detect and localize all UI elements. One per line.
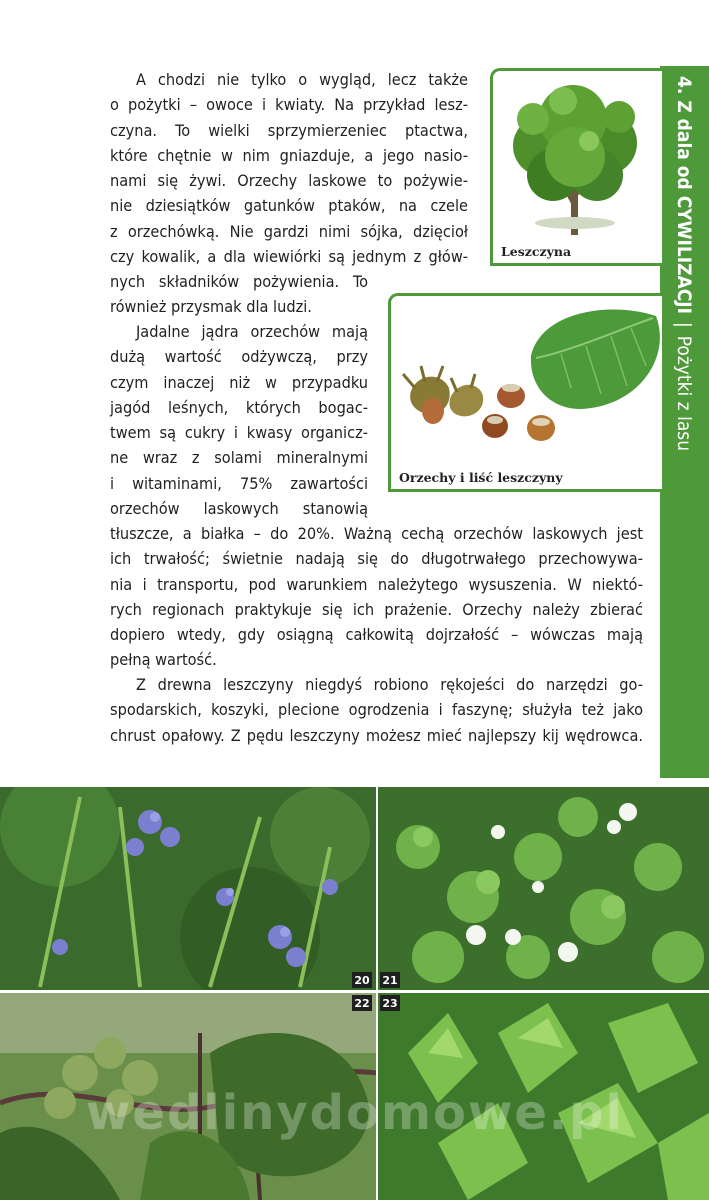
photo-wood-sorrel <box>378 787 709 990</box>
text-line: nia i transportu, pod warunkiem należytego wysuszenia. W niektó- <box>110 574 643 594</box>
hazelnuts-leaf-illustration <box>391 296 662 466</box>
photo-number-badge: 21 <box>380 972 400 988</box>
text-line: które chętnie w nim gniazduje, a jego nasio- <box>110 145 468 165</box>
text-line: czyna. To wielki sprzymierzeniec ptactwa, <box>110 120 468 140</box>
text-line: orzechów laskowych stanowią <box>110 499 368 519</box>
watermark: wedlinydomowe.pl <box>86 1085 624 1141</box>
text-line: jagód leśnych, których bogac- <box>110 397 368 417</box>
paragraph-1-tail <box>110 269 368 320</box>
text-line: nych składników pożywienia. To <box>110 272 368 291</box>
text-line: nie dziesiątków gatunków ptaków, na czele <box>110 196 468 216</box>
paragraph-2-full <box>110 521 643 673</box>
chapter-side-bar <box>660 66 709 778</box>
photo-number-badge: 23 <box>380 995 400 1011</box>
text-line: Z drewna leszczyny niegdyś robiono rękojeści do narzędzi go- <box>136 675 643 694</box>
chapter-title: 4. Z dala od CYWILIZACJI <box>673 76 696 314</box>
paragraph-3 <box>110 672 643 748</box>
text-line: czym inaczej niż w przypadku <box>110 372 368 392</box>
text-line: pełną wartość. <box>110 650 217 670</box>
text-line: tłuszcze, a białka – do 20%. Ważną cechą orzechów laskowych jest <box>110 524 643 543</box>
text-line: z orzechówką. Nie gardzi nimi sójka, dzięcioł <box>110 221 468 241</box>
wood-sorrel-photo-illustration <box>378 787 709 990</box>
photo-number-badge: 22 <box>352 995 372 1011</box>
text-line: chrust opałowy. Z pędu leszczyny możesz mieć najlepszy kij wędrowca. <box>110 725 643 745</box>
chapter-title-vertical <box>660 66 709 778</box>
paragraph-1 <box>110 67 468 269</box>
text-line: twem są cukry i kwasy organicz- <box>110 423 368 443</box>
title-separator: | <box>673 321 696 328</box>
paragraph-2 <box>110 319 368 521</box>
text-line: ne wraz z solami mineralnymi <box>110 448 368 468</box>
text-line: spodarskich, koszyki, plecione ogrodzenia i faszynę; służyła też jako <box>110 700 643 720</box>
text-line: dużą wartość odżywczą, przy <box>110 347 368 367</box>
tree-caption: Leszczyna <box>501 244 572 259</box>
text-line: ich trwałość; świetnie nadają się do długotrwałego przechowywa- <box>110 549 643 569</box>
text-line: A chodzi nie tylko o wygląd, lecz także <box>136 70 468 89</box>
text-line: nami się żywi. Orzechy laskowe to pożywie- <box>110 171 468 191</box>
text-line: rych regionach praktykuje się ich prażenie. Orzechy należy zbierać <box>110 599 643 619</box>
violets-photo-illustration <box>0 787 376 990</box>
text-line: Jadalne jądra orzechów mają <box>136 322 368 341</box>
text-line: czy kowalik, a dla wiewiórki są jednym z głów- <box>110 247 468 267</box>
section-title: Pożytki z lasu <box>673 335 696 452</box>
photo-number-badge: 20 <box>352 972 372 988</box>
photo-violets <box>0 787 376 990</box>
hazelnuts-figure <box>388 293 662 492</box>
nuts-caption: Orzechy i liść leszczyny <box>399 470 563 485</box>
text-line: dopiero wtedy, gdy osiągną całkowitą dojrzałość – wówczas mają <box>110 625 643 645</box>
hazel-tree-illustration <box>493 71 662 241</box>
text-line: o pożytki – owoce i kwiaty. Na przykład lesz- <box>110 95 468 115</box>
text-line: również przysmak dla ludzi. <box>110 297 312 317</box>
hazel-tree-figure <box>490 68 662 266</box>
text-line: i witaminami, 75% zawartości <box>110 473 368 493</box>
